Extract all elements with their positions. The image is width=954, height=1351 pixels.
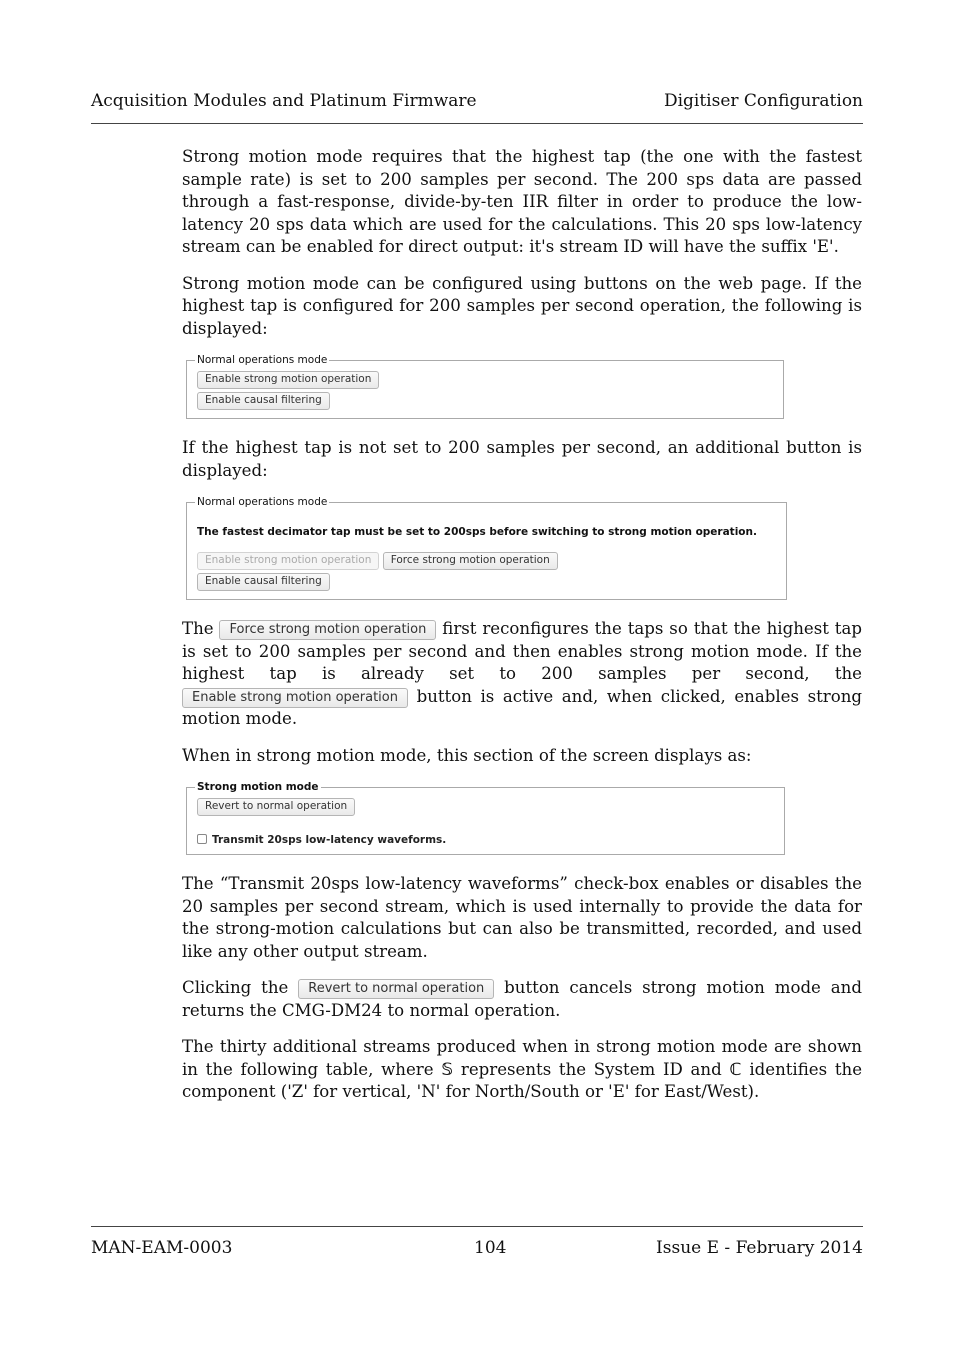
paragraph-force-explanation bbox=[182, 618, 862, 731]
text-fragment: Clicking the bbox=[182, 978, 289, 997]
page-number: 104 bbox=[474, 1238, 507, 1258]
panel-legend: Normal operations mode bbox=[197, 354, 328, 366]
text-fragment: button is active and, when clicked, enables strong motion mode. bbox=[182, 686, 862, 728]
text-fragment: The thirty additional streams produced when in strong motion mode are shown in the following table, where bbox=[182, 1037, 862, 1079]
text-fragment: first reconfigures the taps so that the highest tap is set to 200 samples per second and then enables strong motion mode. If the highest tap is already set to 200 samples per second, the bbox=[182, 619, 862, 683]
normal-mode-panel-with-force bbox=[186, 496, 787, 600]
enable-causal-filtering-button[interactable]: Enable causal filtering bbox=[197, 573, 330, 591]
enable-causal-filtering-button[interactable]: Enable causal filtering bbox=[197, 392, 330, 410]
issue-date: Issue E - February 2014 bbox=[656, 1238, 863, 1258]
enable-strong-motion-button-disabled: Enable strong motion operation bbox=[197, 552, 379, 570]
enable-strong-motion-button[interactable]: Enable strong motion operation bbox=[197, 371, 379, 389]
panel-legend: Strong motion mode bbox=[197, 781, 319, 793]
text-fragment: The bbox=[182, 619, 214, 638]
text-fragment: button cancels strong motion mode and returns the CMG-DM24 to normal operation. bbox=[182, 978, 862, 1020]
transmit-checkbox-row[interactable] bbox=[197, 834, 774, 846]
strong-motion-panel bbox=[186, 781, 785, 855]
paragraph-strong-mode-display: When in strong motion mode, this section of the screen displays as: bbox=[182, 745, 752, 765]
component-symbol: ℂ bbox=[729, 1059, 742, 1079]
paragraph-additional-streams bbox=[182, 1036, 862, 1104]
revert-normal-button[interactable]: Revert to normal operation bbox=[197, 798, 355, 816]
paragraph-strong-motion-intro: Strong motion mode requires that the highest tap (the one with the fastest sample rate) is set to 200 samples per second. The 200 sps data are passed through a fast-response, divide-by-ten IIR filter in order to produce the low-latency 20 sps data which are used for the calculations. This 20 sps low-latency stream can be enabled for direct output: it's stream ID will have the suffix 'E'. bbox=[182, 147, 862, 256]
document-number: MAN-EAM-0003 bbox=[91, 1238, 233, 1258]
header-title: Acquisition Modules and Platinum Firmware bbox=[91, 91, 477, 111]
paragraph-checkbox-explanation: The “Transmit 20sps low-latency waveforms” check-box enables or disables the 20 samples per second stream, which is used internally to provide the data for the strong-motion calculations but can also be transmitted, recorded, and used like any other output stream. bbox=[182, 874, 862, 961]
paragraph-revert-explanation bbox=[182, 977, 862, 1022]
header-section: Digitiser Configuration bbox=[663, 91, 863, 111]
page-footer bbox=[91, 1226, 863, 1257]
inline-enable-button: Enable strong motion operation bbox=[182, 688, 408, 708]
panel-legend: Normal operations mode bbox=[197, 496, 328, 508]
system-id-symbol: 𝕊 bbox=[441, 1059, 454, 1079]
inline-revert-button: Revert to normal operation bbox=[298, 979, 494, 999]
force-strong-motion-button[interactable]: Force strong motion operation bbox=[383, 552, 558, 570]
tap-warning-note: The fastest decimator tap must be set to 200sps before switching to strong motion operation. bbox=[197, 526, 757, 538]
page-header bbox=[91, 90, 863, 124]
transmit-checkbox[interactable] bbox=[197, 834, 207, 844]
inline-force-button: Force strong motion operation bbox=[219, 620, 436, 640]
transmit-checkbox-label: Transmit 20sps low-latency waveforms. bbox=[212, 834, 447, 846]
text-fragment: represents the System ID and bbox=[460, 1059, 722, 1079]
paragraph-web-config: Strong motion mode can be configured using buttons on the web page. If the highest tap is configured for 200 samples per second operation, the following is displayed: bbox=[182, 273, 862, 338]
paragraph-additional-button: If the highest tap is not set to 200 samples per second, an additional button is displayed: bbox=[182, 438, 862, 480]
page-content bbox=[182, 146, 862, 1118]
text-fragment: identifies the component ('Z' for vertical, 'N' for North/South or 'E' for East/West). bbox=[182, 1059, 863, 1101]
normal-mode-panel bbox=[186, 354, 784, 419]
